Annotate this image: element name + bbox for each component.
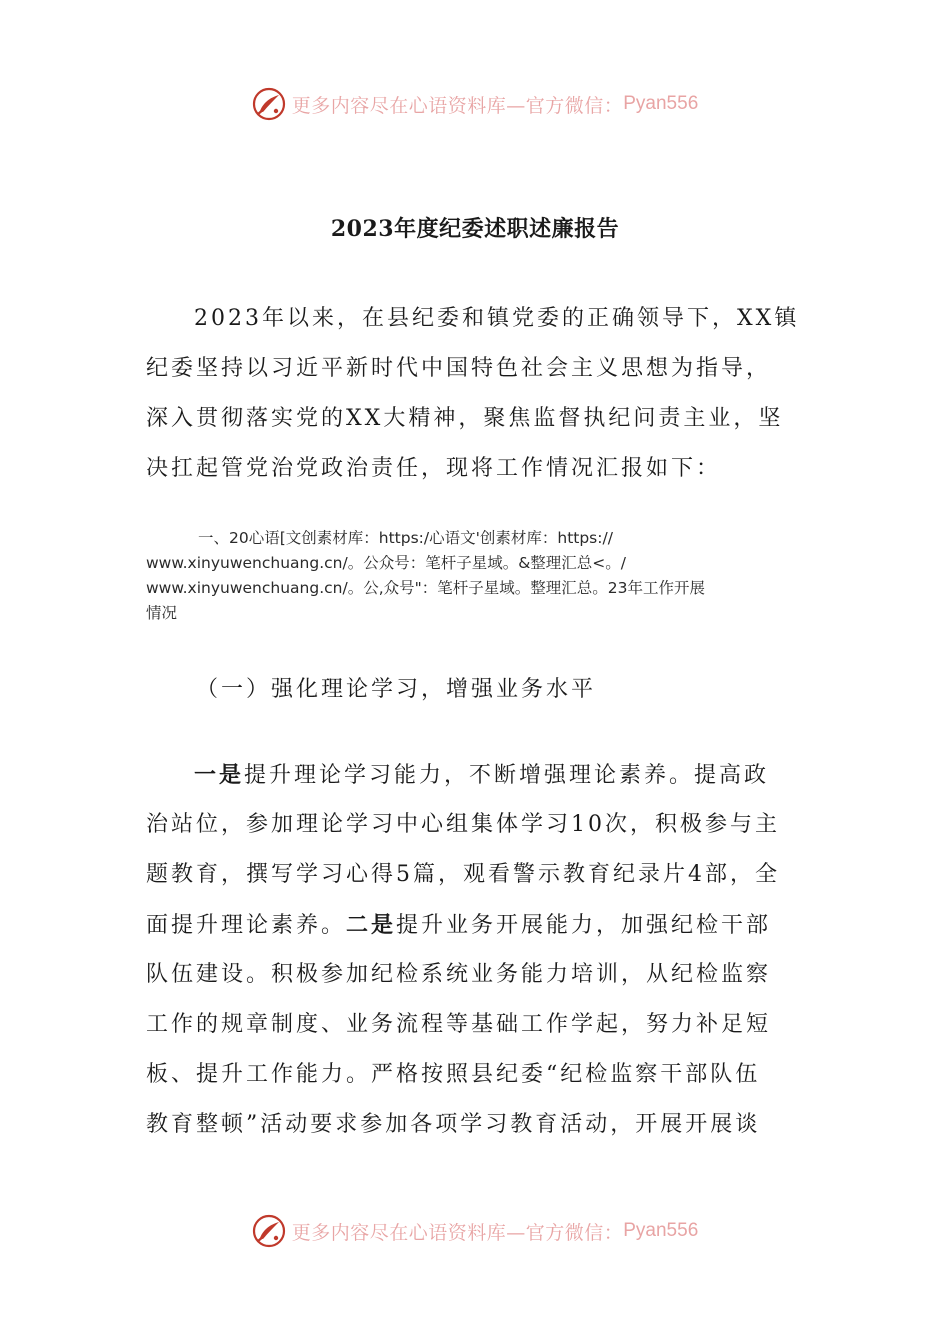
subsection-heading: （一）强化理论学习，增强业务水平 <box>196 677 597 702</box>
body-line: 工作的规章制度、业务流程等基础工作学起，努力补足短 <box>146 1012 772 1037</box>
note-line: www.xinyuwenchuang.cn/。公,众号"：笔杆子星域。整理汇总。23年工作开展 <box>146 579 705 597</box>
pen-logo-icon <box>252 87 286 121</box>
body-line: 教育整顿”活动要求参加各项学习教育活动，开展开展谈 <box>146 1112 761 1137</box>
intro-line: 纪委坚持以习近平新时代中国特色社会主义思想为指导， <box>146 356 772 381</box>
bold-marker: 一是 <box>194 762 245 788</box>
banner-text: 更多内容尽在心语资料库—官方微信： <box>291 1221 624 1244</box>
note-line: 一、20心语[文创素材库：https:/心语文'创素材库：https:// <box>198 529 613 547</box>
document-title: 2023年度纪委述职述廉报告 <box>330 216 620 242</box>
banner-text: 更多内容尽在心语资料库—官方微信： <box>291 94 624 117</box>
header-banner <box>0 84 950 124</box>
body-text: 提升理论学习能力，不断增强理论素养。提高政 <box>244 763 770 788</box>
banner-wechat-id: Pyan556 <box>623 93 699 114</box>
intro-line: 2023年以来，在县纪委和镇党委的正确领导下，XX镇 <box>194 306 800 331</box>
footer-banner <box>0 1211 950 1251</box>
body-line: 板、提升工作能力。严格按照县纪委“纪检监察干部队伍 <box>146 1062 761 1087</box>
bold-marker: 二是 <box>346 912 397 938</box>
note-line: www.xinyuwenchuang.cn/。公众号：笔杆子星域。&整理汇总<。/ <box>146 554 626 572</box>
body-text: 面提升理论素养。 <box>146 913 347 938</box>
body-line: 队伍建设。积极参加纪检系统业务能力培训，从纪检监察 <box>146 962 772 987</box>
body-line: 题教育，撰写学习心得5篇，观看警示教育纪录片4部，全 <box>146 862 780 887</box>
section-one-paragraph <box>146 750 806 1150</box>
intro-line: 决扛起管党治党政治责任，现将工作情况汇报如下： <box>146 456 722 481</box>
intro-line: 深入贯彻落实党的XX大精神，聚焦监督执纪问责主业，坚 <box>146 406 784 431</box>
body-line: 治站位，参加理论学习中心组集体学习10次，积极参与主 <box>146 812 780 837</box>
section-heading-note <box>146 526 806 626</box>
body-line <box>146 750 806 800</box>
banner-wechat-id: Pyan556 <box>623 1220 699 1241</box>
intro-paragraph <box>146 294 806 494</box>
body-line <box>146 900 806 950</box>
pen-logo-icon <box>252 1214 286 1248</box>
body-text: 提升业务开展能力，加强纪检干部 <box>396 913 772 938</box>
note-line: 情况 <box>146 604 178 622</box>
